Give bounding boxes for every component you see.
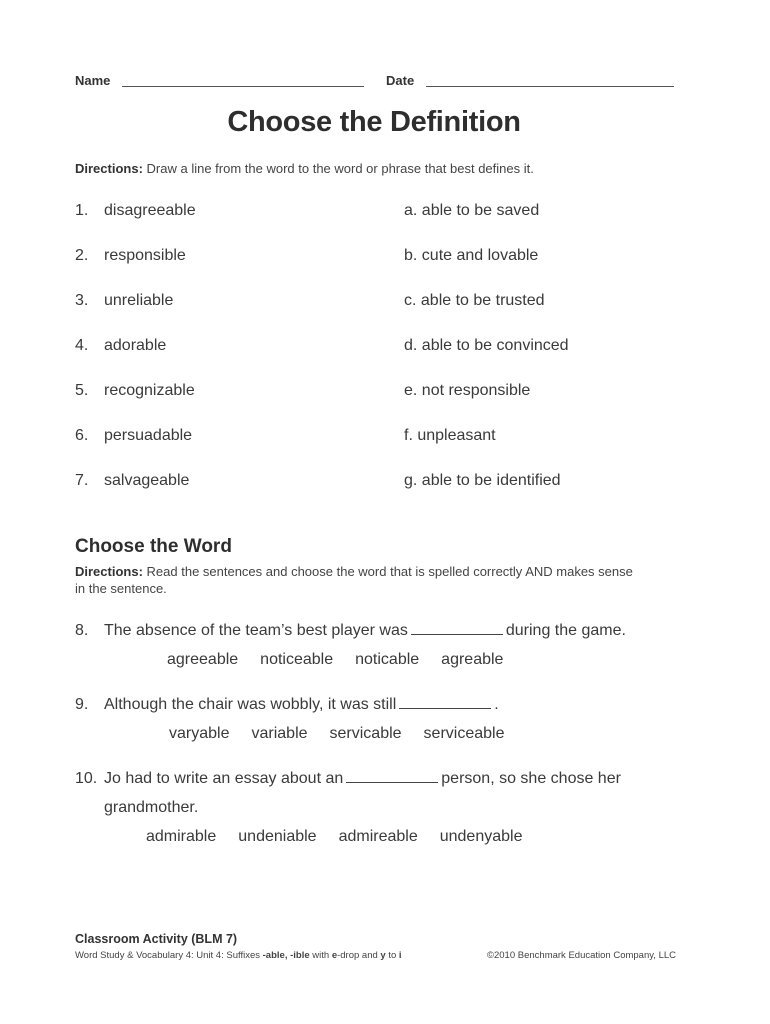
choice-option[interactable]: admirable xyxy=(146,828,217,845)
footer-info-text: Word Study & Vocabulary 4: Unit 4: Suffixes xyxy=(75,950,263,961)
question-8 xyxy=(75,622,626,640)
choice-option[interactable]: agreable xyxy=(441,651,504,668)
choice-option[interactable]: variable xyxy=(251,725,308,742)
question-number: 10. xyxy=(75,770,98,787)
definition-item: c. able to be trusted xyxy=(404,292,545,309)
choice-option[interactable]: serviceable xyxy=(423,725,505,742)
directions-1-label: Directions: xyxy=(75,161,143,176)
page-title: Choose the Definition xyxy=(227,106,521,138)
word-number: 6. xyxy=(75,427,89,444)
question-number: 9. xyxy=(75,696,89,713)
question-10 xyxy=(75,770,621,788)
directions-2-label: Directions: xyxy=(75,564,143,579)
word-item xyxy=(75,292,173,310)
choice-option[interactable]: noticable xyxy=(355,651,420,668)
definition-item: f. unpleasant xyxy=(404,427,496,444)
word-text: adorable xyxy=(104,337,167,354)
word-item xyxy=(75,202,196,220)
definition-item: a. able to be saved xyxy=(404,202,540,219)
name-label: Name xyxy=(75,73,111,88)
choices-8 xyxy=(167,651,525,669)
definition-item: d. able to be convinced xyxy=(404,337,569,354)
question-number: 8. xyxy=(75,622,89,639)
definition-item: g. able to be identified xyxy=(404,472,561,489)
choice-option[interactable]: admireable xyxy=(338,828,418,845)
word-item xyxy=(75,247,186,265)
definition-item: e. not responsible xyxy=(404,382,531,399)
name-line[interactable] xyxy=(122,86,364,87)
word-text: recognizable xyxy=(104,382,195,399)
footer-info-text: -drop and xyxy=(337,950,381,961)
word-text: salvageable xyxy=(104,472,190,489)
answer-blank[interactable] xyxy=(346,770,438,783)
date-line[interactable] xyxy=(426,86,674,87)
choices-10 xyxy=(146,828,544,846)
directions-2 xyxy=(75,563,633,597)
footer-copyright: ©2010 Benchmark Education Company, LLC xyxy=(486,950,676,961)
choice-option[interactable]: agreeable xyxy=(167,651,239,668)
choice-option[interactable]: undenyable xyxy=(439,828,523,845)
choices-9 xyxy=(169,725,526,743)
word-number: 5. xyxy=(75,382,89,399)
footer-info-text: to xyxy=(385,950,399,961)
footer-info-bold: y xyxy=(380,950,386,961)
choice-option[interactable]: varyable xyxy=(169,725,230,742)
word-number: 2. xyxy=(75,247,89,264)
choice-option[interactable]: noticeable xyxy=(260,651,334,668)
word-item xyxy=(75,382,195,400)
definition-item: b. cute and lovable xyxy=(404,247,539,264)
question-text-after: . xyxy=(494,696,499,713)
footer-activity: Classroom Activity (BLM 7) xyxy=(75,932,238,946)
answer-blank[interactable] xyxy=(411,622,503,635)
word-item xyxy=(75,427,192,445)
question-9 xyxy=(75,696,499,714)
word-number: 1. xyxy=(75,202,89,219)
footer-info-text: with xyxy=(309,950,332,961)
word-number: 7. xyxy=(75,472,89,489)
question-text-before: Jo had to write an essay about an xyxy=(104,770,344,787)
question-text-after: during the game. xyxy=(505,622,626,639)
section-2-heading: Choose the Word xyxy=(75,536,232,557)
question-text-before: The absence of the team’s best player was xyxy=(104,622,408,639)
answer-blank[interactable] xyxy=(399,696,491,709)
footer-info xyxy=(75,950,402,961)
directions-2-line2: in the sentence. xyxy=(75,581,167,596)
question-10-line2: grandmother. xyxy=(104,799,199,816)
choice-option[interactable]: undeniable xyxy=(238,828,317,845)
word-text: responsible xyxy=(104,247,186,264)
question-text-before: Although the chair was wobbly, it was still xyxy=(104,696,397,713)
word-text: persuadable xyxy=(104,427,193,444)
question-text-after: person, so she chose her xyxy=(441,770,621,787)
choice-option[interactable]: servicable xyxy=(329,725,402,742)
word-number: 3. xyxy=(75,292,89,309)
word-text: disagreeable xyxy=(104,202,196,219)
footer-info-bold: i xyxy=(398,950,402,961)
directions-1-text: Draw a line from the word to the word or phrase that best defines it. xyxy=(146,161,534,176)
word-item xyxy=(75,472,189,490)
date-label: Date xyxy=(386,73,415,88)
directions-1 xyxy=(75,160,534,177)
word-number: 4. xyxy=(75,337,89,354)
word-text: unreliable xyxy=(104,292,174,309)
word-item xyxy=(75,337,166,355)
footer-info-bold: e xyxy=(331,950,338,961)
directions-2-line1: Read the sentences and choose the word that is spelled correctly AND makes sense xyxy=(146,564,633,579)
footer-info-bold: -able, -ible xyxy=(262,950,310,961)
